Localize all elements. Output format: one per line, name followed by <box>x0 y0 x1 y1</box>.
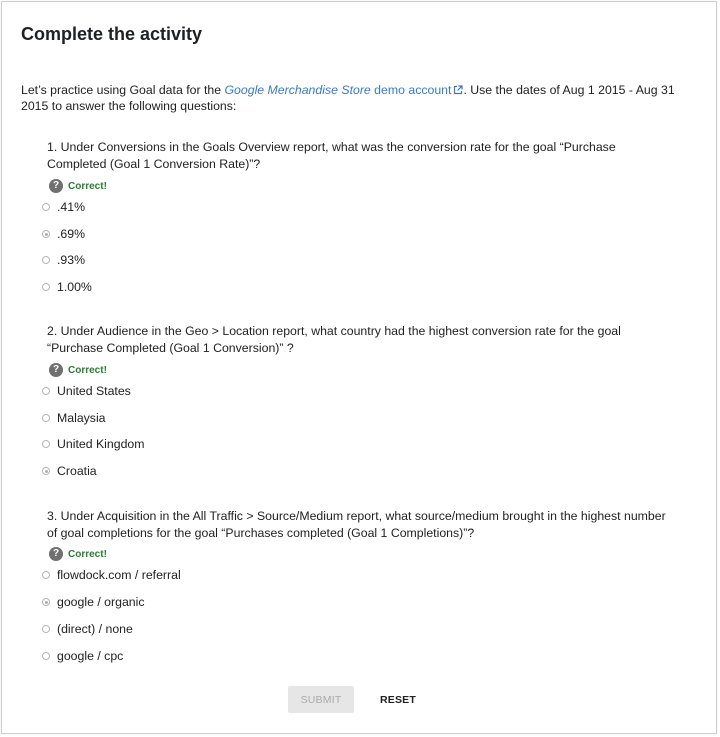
question-1-text: 1. Under Conversions in the Goals Overview report, what was the conversion rate for the goal “Purchase Completed (Goal 1 Conversion Rate)”? <box>47 140 616 171</box>
question-3-feedback <box>49 546 107 562</box>
external-link-icon <box>453 85 463 95</box>
reset-button[interactable]: RESET <box>365 686 431 713</box>
correct-label: Correct! <box>68 180 107 192</box>
q1-option-3[interactable]: .93% <box>42 252 85 268</box>
question-mark-icon[interactable]: ? <box>49 363 63 377</box>
correct-label: Correct! <box>68 364 107 376</box>
q2-option-4[interactable]: Croatia <box>42 463 97 479</box>
question-1-feedback <box>49 178 107 194</box>
radio-button[interactable] <box>42 440 50 448</box>
intro-text <box>21 82 696 114</box>
q1-option-1[interactable]: .41% <box>42 199 85 215</box>
q3-option-4[interactable]: google / cpc <box>42 648 123 664</box>
q2-option-2[interactable]: Malaysia <box>42 410 106 426</box>
question-mark-icon[interactable]: ? <box>49 179 63 193</box>
radio-button[interactable] <box>42 203 50 211</box>
q1-option-4[interactable]: 1.00% <box>42 279 92 295</box>
radio-button-selected[interactable] <box>42 598 50 606</box>
q1-option-2[interactable]: .69% <box>42 226 85 242</box>
question-2-feedback <box>49 362 107 378</box>
radio-button[interactable] <box>42 571 50 579</box>
q3-option-3[interactable]: (direct) / none <box>42 621 133 637</box>
radio-button[interactable] <box>42 625 50 633</box>
q3-option-1[interactable]: flowdock.com / referral <box>42 567 181 583</box>
question-3-text: 3. Under Acquisition in the All Traffic > Source/Medium report, what source/medium brought in the highest number of goal completions for the goal “Purchases completed (Goal 1 Completions)”? <box>47 509 666 540</box>
radio-button-selected[interactable] <box>42 467 50 475</box>
page-title: Complete the activity <box>21 24 203 44</box>
q3-option-2[interactable]: google / organic <box>42 594 145 610</box>
radio-button[interactable] <box>42 256 50 264</box>
intro-prefix: Let’s practice using Goal data for the <box>21 83 225 97</box>
submit-button[interactable]: SUBMIT <box>288 686 354 713</box>
radio-button[interactable] <box>42 283 50 291</box>
intro-suffix: . Use the dates of Aug 1 2015 - Aug 31 2015 to answer the following questions: <box>21 83 675 113</box>
radio-button[interactable] <box>42 652 50 660</box>
radio-button[interactable] <box>42 414 50 422</box>
correct-label: Correct! <box>68 548 107 560</box>
q2-option-3[interactable]: United Kingdom <box>42 436 145 452</box>
question-mark-icon[interactable]: ? <box>49 547 63 561</box>
question-2-text: 2. Under Audience in the Geo > Location report, what country had the highest conversion rate for the goal “Purchase Completed (Goal 1 Conversion)” ? <box>47 324 621 355</box>
radio-button-selected[interactable] <box>42 230 50 238</box>
demo-account-link[interactable] <box>224 83 463 97</box>
q2-option-1[interactable]: United States <box>42 383 131 399</box>
demo-account-link-store: Google Merchandise Store <box>224 83 371 97</box>
radio-button[interactable] <box>42 387 50 395</box>
demo-account-link-text: demo account <box>370 83 452 97</box>
